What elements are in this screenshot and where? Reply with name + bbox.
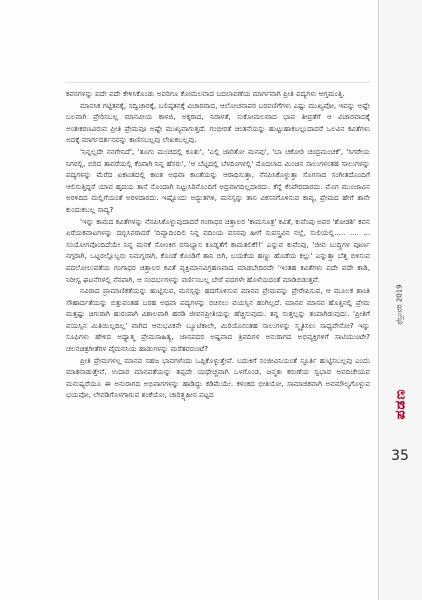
- page-number: 35: [391, 448, 409, 464]
- paragraph: ಪ್ರೀತಿ ಪ್ರೇಮಗಳಲ್ಲ ಮಾನವ ಸಹಜ ಭಾವಗಳೆಂದು ಒಪ್ಪಿಕೊಳ್ಳುತ್ತೇವೆ. ಬದುಕಿಗೆ ಸಂಜೀವಿನಿಯಂತೆ ಸ್ಫೂರ್ತಿ ಹುಟ್ಟಿಸಬಲ್ಲವು ಎಂದು ಮಾತನಾಡುತ್ತೇವೆ. ಉದಾರ ಮಾನವತೆಯನ್ನು ತಪ್ಪದೇ ಯಥೇಚ್ಚವಾಗಿ ಒಳಗೊಂಡ, ಜನ್ಮತಃ ಕರುಣೆಯ ಸ್ವಭಾವ ಅವದಿಚೇಯವ ಮನುಷ್ಯರೆಯೂ ಈ ಅನುರಾಗದ ಅಭಿಪಾಗಗಳನ್ನು ಹಾಡಿದ್ದು ಕಡಿಮೆಯೇ. ಕಳಂಕದ ಭೀತಿಯೋ, ಸಾಮಾಜಿಕವಾಗಿ ಅವಮೌಲ್ಯಗೊಳ್ಳುವ ಭಯವೋ, ಲೇವಡಿಗೊಳಗಾಗುವ ಶಂಕೆಯೋ, ಚಾರಿತ್ರ್ಯಹೀನ ಪಟ್ಟದ: [66, 355, 370, 400]
- article-body: [66, 88, 370, 401]
- paragraph: ಕವನಗಳನ್ನು ಪದೇ ಪದೇ ಕೇಳಿಸಿಕೊಂಡು ಅವರಿಗೂ ಕೋಮಲವಾದ ಬದಲಾವಣೆಯ ಮಾರ್ಗವಾಗಿ ಪ್ರೀತಿ ಪದ್ಯಗಳು ಆಗ್ತಮಂತ್ತಿ.: [66, 89, 345, 98]
- magazine-logo: [388, 372, 412, 436]
- paragraph: 'ಇನ್ನು ಕಾಮದ ಕವಿತೆಗಳನ್ನು ನೆನಪಿಸಿಕೊಳ್ಳುವುದಾದರೆ ಗಂಗಾಧರ ಚಿತ್ತಾಲರ 'ಕಾಮಸೂತ್ರ' ಕವಿತೆ, ಕುವೆಂಪು ಅವರ 'ಶೋಡಶಿ' ಕವನ ಏರೆಯಕವಾಟಗಳನ್ನು ದಬ್ಬಿಸಿನರಾದರೆ 'ದಿವ್ಯಾದಿಂದಿಲಿ ನಿನ್ನ ವದಿಂಯ ವಸನವು ಹೀಗೆ ಸುವಸ್ತ್ರವಿನ ನಲ್ಲೆ, ಸುಲಿಯಲ್ಲಿ..... .... ... ಸಂಯೋಗವೊಂದಿದೆಯೇ ನಿನ್ನ ಮನಕೆ ಸೋಂಕಿಗ ರಸಾಭ್ಯಾಸ ಕೂಡ್ನತೆಗೆ ಕಾಮತಲಿಕೆ!!' ಎನ್ನುವ ಕುವೆಂಪು, 'ಜೀವ ಬುದ್ಧಿಗಳ ಪೂರ್ಣ ನಗ್ಗರಾಗಿ, ಒಟ್ಟರಲ್ಲೊಬ್ಬರು ನಿಮಗ್ನರಾಗಿ, ಕೊಂಡೆ ಕೊಂಡಿಗೆ ತಾನಿ ಬಿಗಿ, ಬಯಕೆಯ ಹಣ್ಣು ಹೊಡೆಯ ಕಲ್ಲು' ಎನ್ನುತ್ತಾ ಬೆತ್ತ ಬಿಳಿಸುವ ಪದಲೋಲುಪತೆಯ ಗಂಗಾಧರ ಚಿತ್ತಾಲರ ಕವಿತೆ ವ್ಯಕ್ತಿಮಾನವಿಗ್ರಹಣವಾದ ಮಾಡಬೇದಿರದೇ 'ಇಂತಹ ಕವಿತೆಗಳು ಪದೇ ಪದೇ ಕಾಡಿ, ನಿರೀಸ್ವ ಘಟನೆಗಳಲ್ಲಿ ನೆನಪಾಗಿ, ಆ ಸಂದರ್ಭಗಳನ್ನು ವರ್ಣಿಸಬಲ್ಲ ಬೇರೆ ಪದಗಳೇ ಹೊಳೆಯದಂತೆ ಮಾಡಿಬಿಡುತ್ತವೆ.: [66, 216, 370, 284]
- paragraph: 'ನಿನ್ನಲ್ಲದೇ ನನಗೇನಿದೆ', 'ತೂಗು ಮಂಚದಲ್ಲಿ ಕೂತು', 'ಎಲ್ಲಿ ಜಾರಿತೋ ಮನವು', 'ಬಾ ಚಕೋರಿ ಚಂದ್ರಮಂಚಕೆ', 'ಸಿಗರೇಯ ನಿಗರಲ್ಲಿ, ಬಿರಿದ ತಾವರೆಯಲ್ಲಿ ಕೆಂಪಾಗಿ ನಿನ್ನ ಹೆಸರು', 'ಆ ಬೆಟ್ಟದಲ್ಲಿ ಬೆಳದಿಂಗಳಲ್ಲಿ' ಮೊದಲಾದ ಮಿಂಚಿನ ಸಾಲುಗಳಂತಹ ಸಾಲುಗಳನ್ನು ಪದ್ಯಗಳನ್ನು ಮೆರೆದ ಏಕಾಂತದಲ್ಲಿ ಕಾಂತ ಅಥವಾ ಕಾಂತೆಯನ್ನು ಆರಾಧಿಸುತ್ತಾ, ನೆನಪಿಸಿಕೊಳ್ಳುತ್ತಾ ಸೊಗಸಾದ ಸಂಗೀತದೊಂದಿಗೆ ಆಲಿಸುತ್ತಿದ್ದರೆ ಯಾವ ಹೃದಯ ತಾನೆ ನೊಂದಾಗಿ ನಿಟ್ಟುಸಿರಿನೊಂದಿಗೆ ಅದ್ರವಾಗದಿಲ್ಲದಾರದು. ಕೆನ್ನೆ ಕೆಂಪೇರದಾರದು. ಮೊಗ ಮುಂಜಾವಿನ ಅರಳಿದಿದ ಮಲ್ಲಿಗೆಯಂತೆ ಅರಳದಾರದು. ಇಷ್ಟೊಂದು ಅದ್ಭುತಗಳಿ, ಮನಸ್ಸನ್ನು ತಾನಿ ವಿಕಸನಗೊಳಿಸುವ ಕಾವ್ಯ, ಪ್ರೇಮದ ಹೇಗೆ ತಾನೇ ಕುಂದುಕಬಲ್ಲ ಸಾದ್ಯ?: [66, 146, 370, 214]
- magazine-logo-text: ಪಡಣ: [392, 388, 409, 420]
- top-rule: [66, 82, 370, 83]
- issue-date-text: ಫೆಬ್ರುವರಿ 2019: [395, 283, 404, 325]
- paragraph: ಮಾನಸಿಕ ಗಟ್ಟಿತನಕ್ಕೆ, ಸದ್ವಿಚಾರಕ್ಕೆ, ಬಲಿಷ್ಠತನಕ್ಕೆ ವಿಚಾರವಾದ, ಆಲೋಚನಾಪರ ಬರವಣಿಗೆಗಳು ಎಷ್ಟು ಮುಖ್ಯವೋ, ಇವನ್ನು ಅಷ್ಟೇ ಬಲವಾಗಿ ಪ್ರೇರಿಸಬಲ್ಲ ಮಾನವೀಯ ಕಾಳಜಿ, ಅಕ್ಕರಾದ, ನಿರಾಳತೆ, ಸುಕೋಮಲವಾದ ಭಾವ ತೀವ್ರತೆಗೆ ಆ ವಿಚಾರವಾದಕ್ಕೆ ಅಂತಃಕರಣವಿರುವ ಪ್ರೀತಿ ಪ್ರೇಮವೂ ಅಷ್ಟೇ ಮುಖ್ಯವಾಗುತ್ತದೆ. ಗಂಭೀರತೆ ಚಿಂತನೆಯನ್ನು ಹುಟ್ಟುಹಾಕಬಲ್ಲುದಾದರೆ ಒಲವಿನ ಕವಿತೆಗಳು ಅದಕ್ಕೆ ಮಾರ್ಗದರ್ಶನವನ್ನು ಕಾಣಿಸಬಲ್ಲವು ಲೇಖಕಬಲ್ಲವು.: [66, 100, 370, 145]
- paragraph: ನವಿರಾದ ಪ್ರಾಮಾಣಿಕತೆಯನ್ನು ಹುಟ್ಟಿಸುವ, ಮನಸ್ಸನ್ನು ಹದಗೊಳಿಸುವ ಮಾನವ ಪ್ರೇಮವನ್ನು ಪ್ರೇರೇಪಿಸುವ, ಆ ಮೂಲಕ ಶಾಂತಿ ಸೌಹಾರ್ದತೆಯನ್ನು ಬಿತ್ತುವಂತಹ ಬರಹ ಅಥವಾ ಪದ್ಯಗಳನ್ನು ರಚಿಸಲು ವಯಸ್ಸಿನ ಹಂಗಿಲ್ಲದೆ. ಮಾನವ ಮಾನವ ಹೊತ್ತಿನಲ್ಲಿ ಪ್ರೇಮ ಮತ್ತಷ್ಟು ಚಿಗುರಾಗಿ ಹುರುಪಾಗಿ ವಿಶಾಲವಾಗಿ ಹರಡಿ ಜೀವನಪ್ರೀತಿಯನ್ನು ಹೆಚ್ಚಿಸುವುದು. ತನ್ನ ಸುತ್ತಲ್ಲನ್ನು ತಂಪಾಗಿಡುವುದು. 'ಪ್ರೀತಿಗೆ ವಯಸ್ಸಿನ ಮಿತಿಯಿಲ್ಲದಿಲ್ಲ' ವಾಗಿದ ಆನುಭವಿಕನೇ ಬ್ಯೂಟಿಕಾಲೇ, ಮಿರಿಯೊನಂತಹ ಸಾಲುಗಳನ್ನು ಸ್ಮೃತಿಸಲು ಸಾಧ್ಯವೇನೋ? ಇನ್ನು ಸೂಫಿಗಳು ಹೇಳಿದ ಅಧ್ಯಾತ್ಮ ಪ್ರೇಮಸಾಹಿತ್ಯ, ಜಾನಪದರ ಅಷ್ಟವಾದ ತ್ರಿಪದಿಗಳ ಅನುರಾಗದ ಅಭಿವ್ಯಕ್ತಿಗಳಿಗೆ ಸಾಟಿಯುಂಟೇ? ಚಲನಚಿತ್ರಗೀತೆಗಳ ವೈಮನಸಿಯ ಹಾಡುಗಳನ್ನು ಮರೆತವರುಂಟೆ?: [66, 286, 370, 354]
- issue-date: [388, 262, 412, 346]
